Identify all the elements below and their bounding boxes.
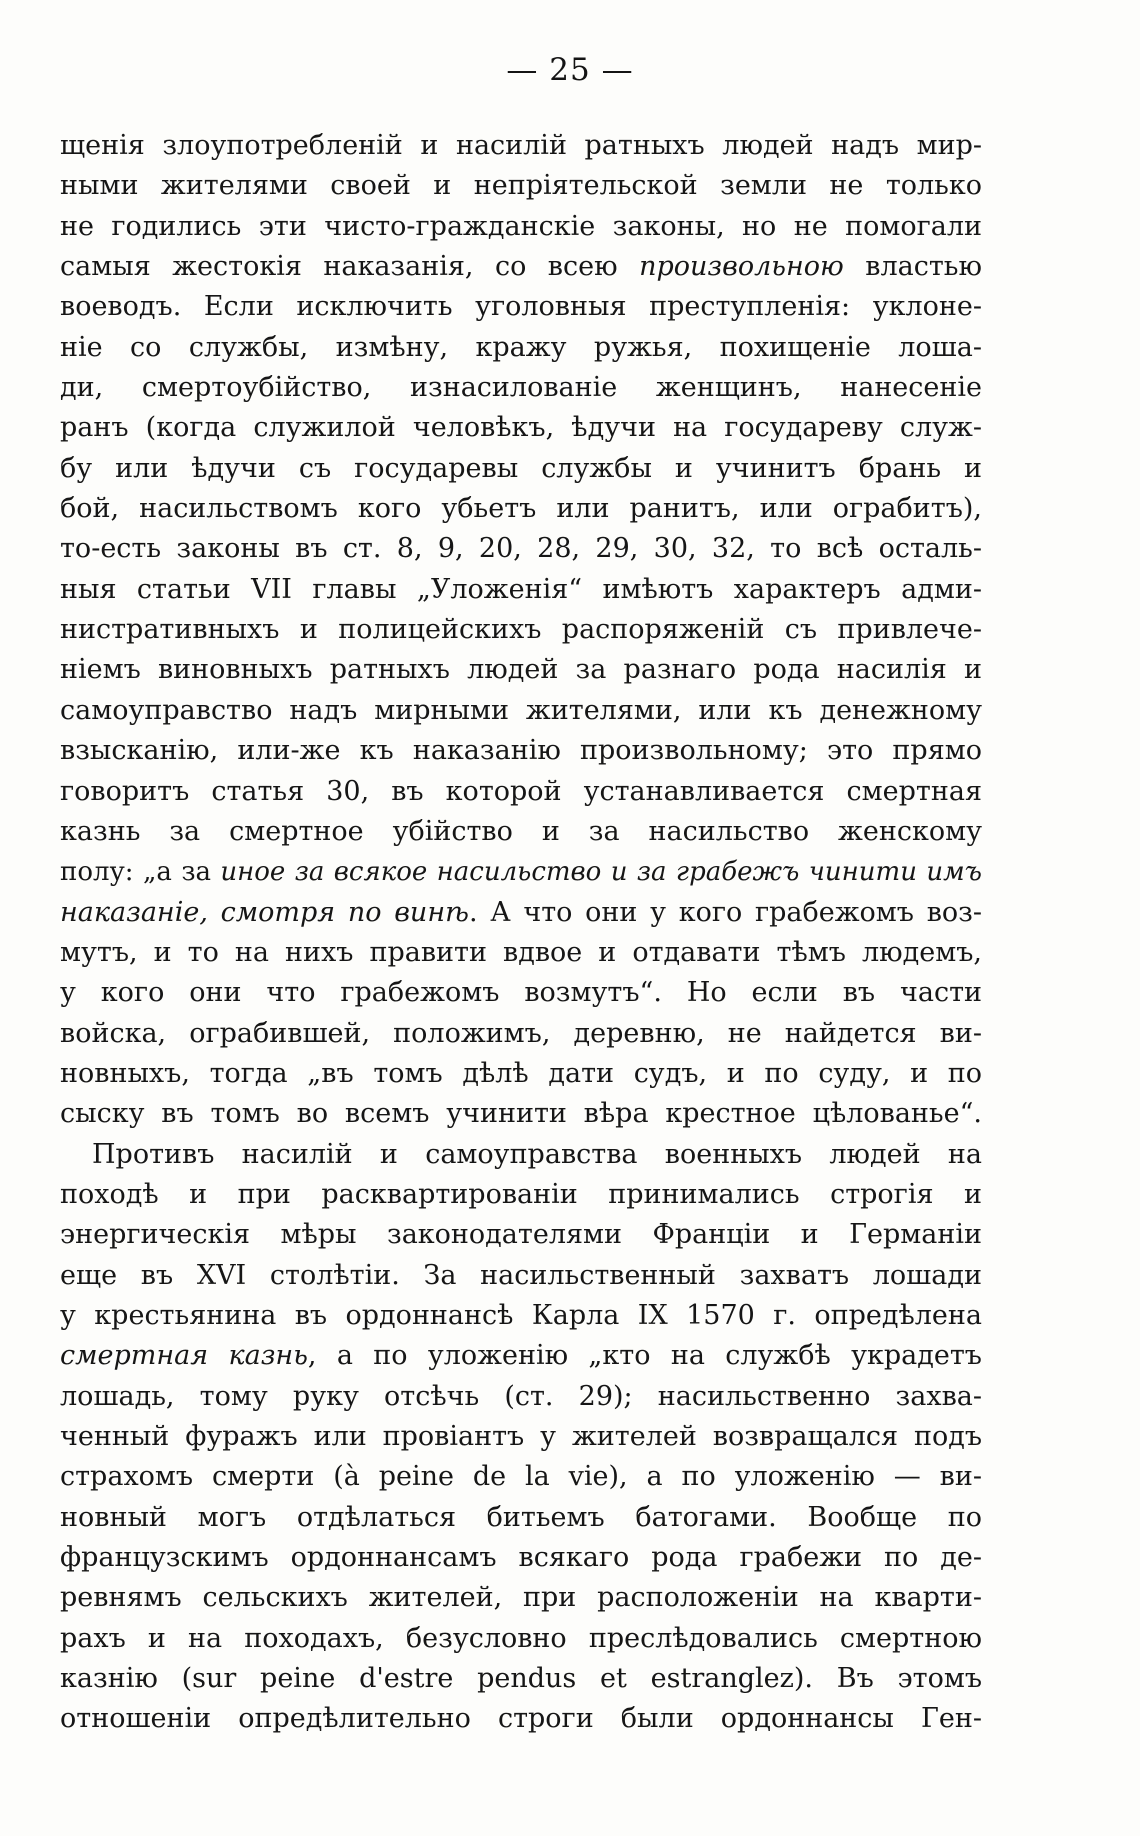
text-line (60, 1336, 982, 1376)
text-segment: не годились эти чисто-гражданскіе законы, но не помогали (60, 210, 982, 242)
text-line (60, 691, 982, 731)
text-line (60, 247, 982, 287)
text-line (60, 166, 982, 206)
text-segment: щенія злоупотребленій и насилій ратныхъ людей надъ мир- (60, 130, 982, 161)
text-segment: рахъ и на походахъ, безусловно преслѣдовались смертною (60, 1622, 982, 1654)
text-segment: лошадь, тому руку отсѣчь (ст. 29); насильственно захва- (60, 1380, 982, 1412)
text-line (60, 287, 982, 327)
text-line (60, 328, 982, 368)
text-line (60, 1135, 982, 1175)
text-line (60, 1699, 982, 1739)
italic-text-segment: смертная казнь (60, 1340, 308, 1372)
text-segment: взысканію, или-же къ наказанію произвольному; это прямо (60, 735, 982, 767)
text-line (60, 1377, 982, 1417)
text-segment: мутъ, и то на нихъ правити вдвое и отдавати тѣмъ людемъ, (60, 936, 982, 968)
text-line (60, 973, 982, 1013)
page-number: — 25 — (506, 52, 634, 88)
text-line (60, 489, 982, 529)
text-segment: казнію (sur peine d'estre pendus et estranglez). Въ этомъ (60, 1663, 982, 1695)
text-segment: ревнямъ сельскихъ жителей, при расположеніи на кварти- (60, 1582, 982, 1614)
text-segment: ніе со службы, измѣну, кражу ружья, похищеніе лоша- (60, 331, 982, 363)
text-segment: властью (843, 251, 982, 283)
text-line (60, 731, 982, 771)
text-segment: походѣ и при расквартированіи принимались строгія и (60, 1178, 982, 1210)
text-segment: ныя статьи VII главы „Уложенія“ имѣютъ характеръ адми- (60, 573, 982, 605)
text-segment: . А что они у кого грабежомъ воз- (468, 896, 982, 928)
text-line (60, 408, 982, 448)
text-segment: ніемъ виновныхъ ратныхъ людей за разнаго рода насилія и (60, 654, 982, 686)
text-segment: у кого они что грабежомъ возмутъ“. Но если въ части (60, 977, 982, 1009)
text-segment: бой, насильствомъ кого убьетъ или ранитъ, или ограбитъ), (60, 493, 982, 525)
text-segment: страхомъ смерти (à peine de la vie), а по уложенію — ви- (60, 1461, 982, 1493)
text-segment: войска, ограбившей, положимъ, деревню, не найдется ви- (60, 1017, 982, 1049)
text-segment: то-есть законы въ ст. 8, 9, 20, 28, 29, 30, 32, то всѣ осталь- (60, 533, 982, 565)
text-line (60, 1256, 982, 1296)
text-line (60, 1538, 982, 1578)
text-line (60, 1417, 982, 1457)
text-segment: отношеніи опредѣлительно строги были ордоннансы Ген- (60, 1703, 982, 1735)
text-line (60, 1578, 982, 1618)
body-text (60, 126, 982, 1740)
text-segment: новный могъ отдѣлаться битьемъ батогами. Вообще по (60, 1501, 982, 1533)
text-line (60, 1014, 982, 1054)
italic-text-segment: иное за всякое насильство и за грабежъ чинити имъ (220, 857, 982, 888)
text-line (60, 772, 982, 812)
text-segment: Противъ насилій и самоуправства военныхъ людей на (92, 1138, 982, 1170)
text-line (60, 1619, 982, 1659)
text-segment: сыску въ томъ во всемъ учинити вѣра крестное цѣлованье“. (60, 1098, 982, 1130)
text-segment: полу: „а за (60, 857, 221, 888)
text-segment: , а по уложенію „кто на службѣ украдетъ (307, 1340, 982, 1372)
text-line (60, 852, 982, 892)
text-line (60, 368, 982, 408)
text-segment: еще въ XVI столѣтіи. За насильственный захватъ лошади (60, 1259, 982, 1291)
text-line (60, 1296, 982, 1336)
text-line (60, 812, 982, 852)
italic-text-segment: произвольною (639, 251, 844, 283)
text-segment: самоуправство надъ мирными жителями, или къ денежному (60, 694, 982, 726)
text-segment: ди, смертоубійство, изнасилованіе женщинъ, нанесеніе (60, 372, 982, 404)
italic-text-segment: наказаніе, смотря по винѣ (60, 896, 469, 928)
text-line (60, 650, 982, 690)
text-line (60, 126, 982, 166)
text-segment: ранъ (когда служилой человѣкъ, ѣдучи на государеву служ- (60, 412, 982, 444)
text-line (60, 529, 982, 569)
text-segment: казнь за смертное убійство и за насильство женскому (60, 815, 982, 847)
text-segment: французскимъ ордоннансамъ всякаго рода грабежи по де- (60, 1542, 982, 1574)
text-line (60, 933, 982, 973)
text-segment: самыя жестокія наказанія, со всею (60, 251, 640, 283)
text-segment: говоритъ статья 30, въ которой устанавливается смертная (60, 775, 982, 807)
text-line (60, 1054, 982, 1094)
text-line (60, 207, 982, 247)
text-line (60, 1457, 982, 1497)
text-segment: воеводъ. Если исключить уголовныя преступленія: уклоне- (60, 291, 982, 323)
text-segment: бу или ѣдучи съ государевы службы и учинитъ брань и (60, 452, 982, 484)
text-line (60, 1498, 982, 1538)
text-segment: ченный фуражъ или провіантъ у жителей возвращался подъ (60, 1421, 982, 1452)
text-line (60, 570, 982, 610)
text-line (60, 1175, 982, 1215)
text-line (60, 1215, 982, 1255)
text-line (60, 1659, 982, 1699)
text-line (60, 449, 982, 489)
text-segment: у крестьянина въ ордоннансѣ Карла IX 1570 г. опредѣлена (60, 1299, 982, 1331)
text-line (60, 893, 982, 933)
text-segment: нистративныхъ и полицейскихъ распоряженій съ привлече- (60, 614, 982, 646)
text-line (60, 610, 982, 650)
text-segment: новныхъ, тогда „въ томъ дѣлѣ дати судъ, и по суду, и по (60, 1057, 982, 1089)
text-line (60, 1094, 982, 1134)
text-segment: энергическія мѣры законодателями Франціи и Германіи (60, 1219, 982, 1251)
text-segment: ными жителями своей и непріятельской земли не только (60, 170, 982, 202)
